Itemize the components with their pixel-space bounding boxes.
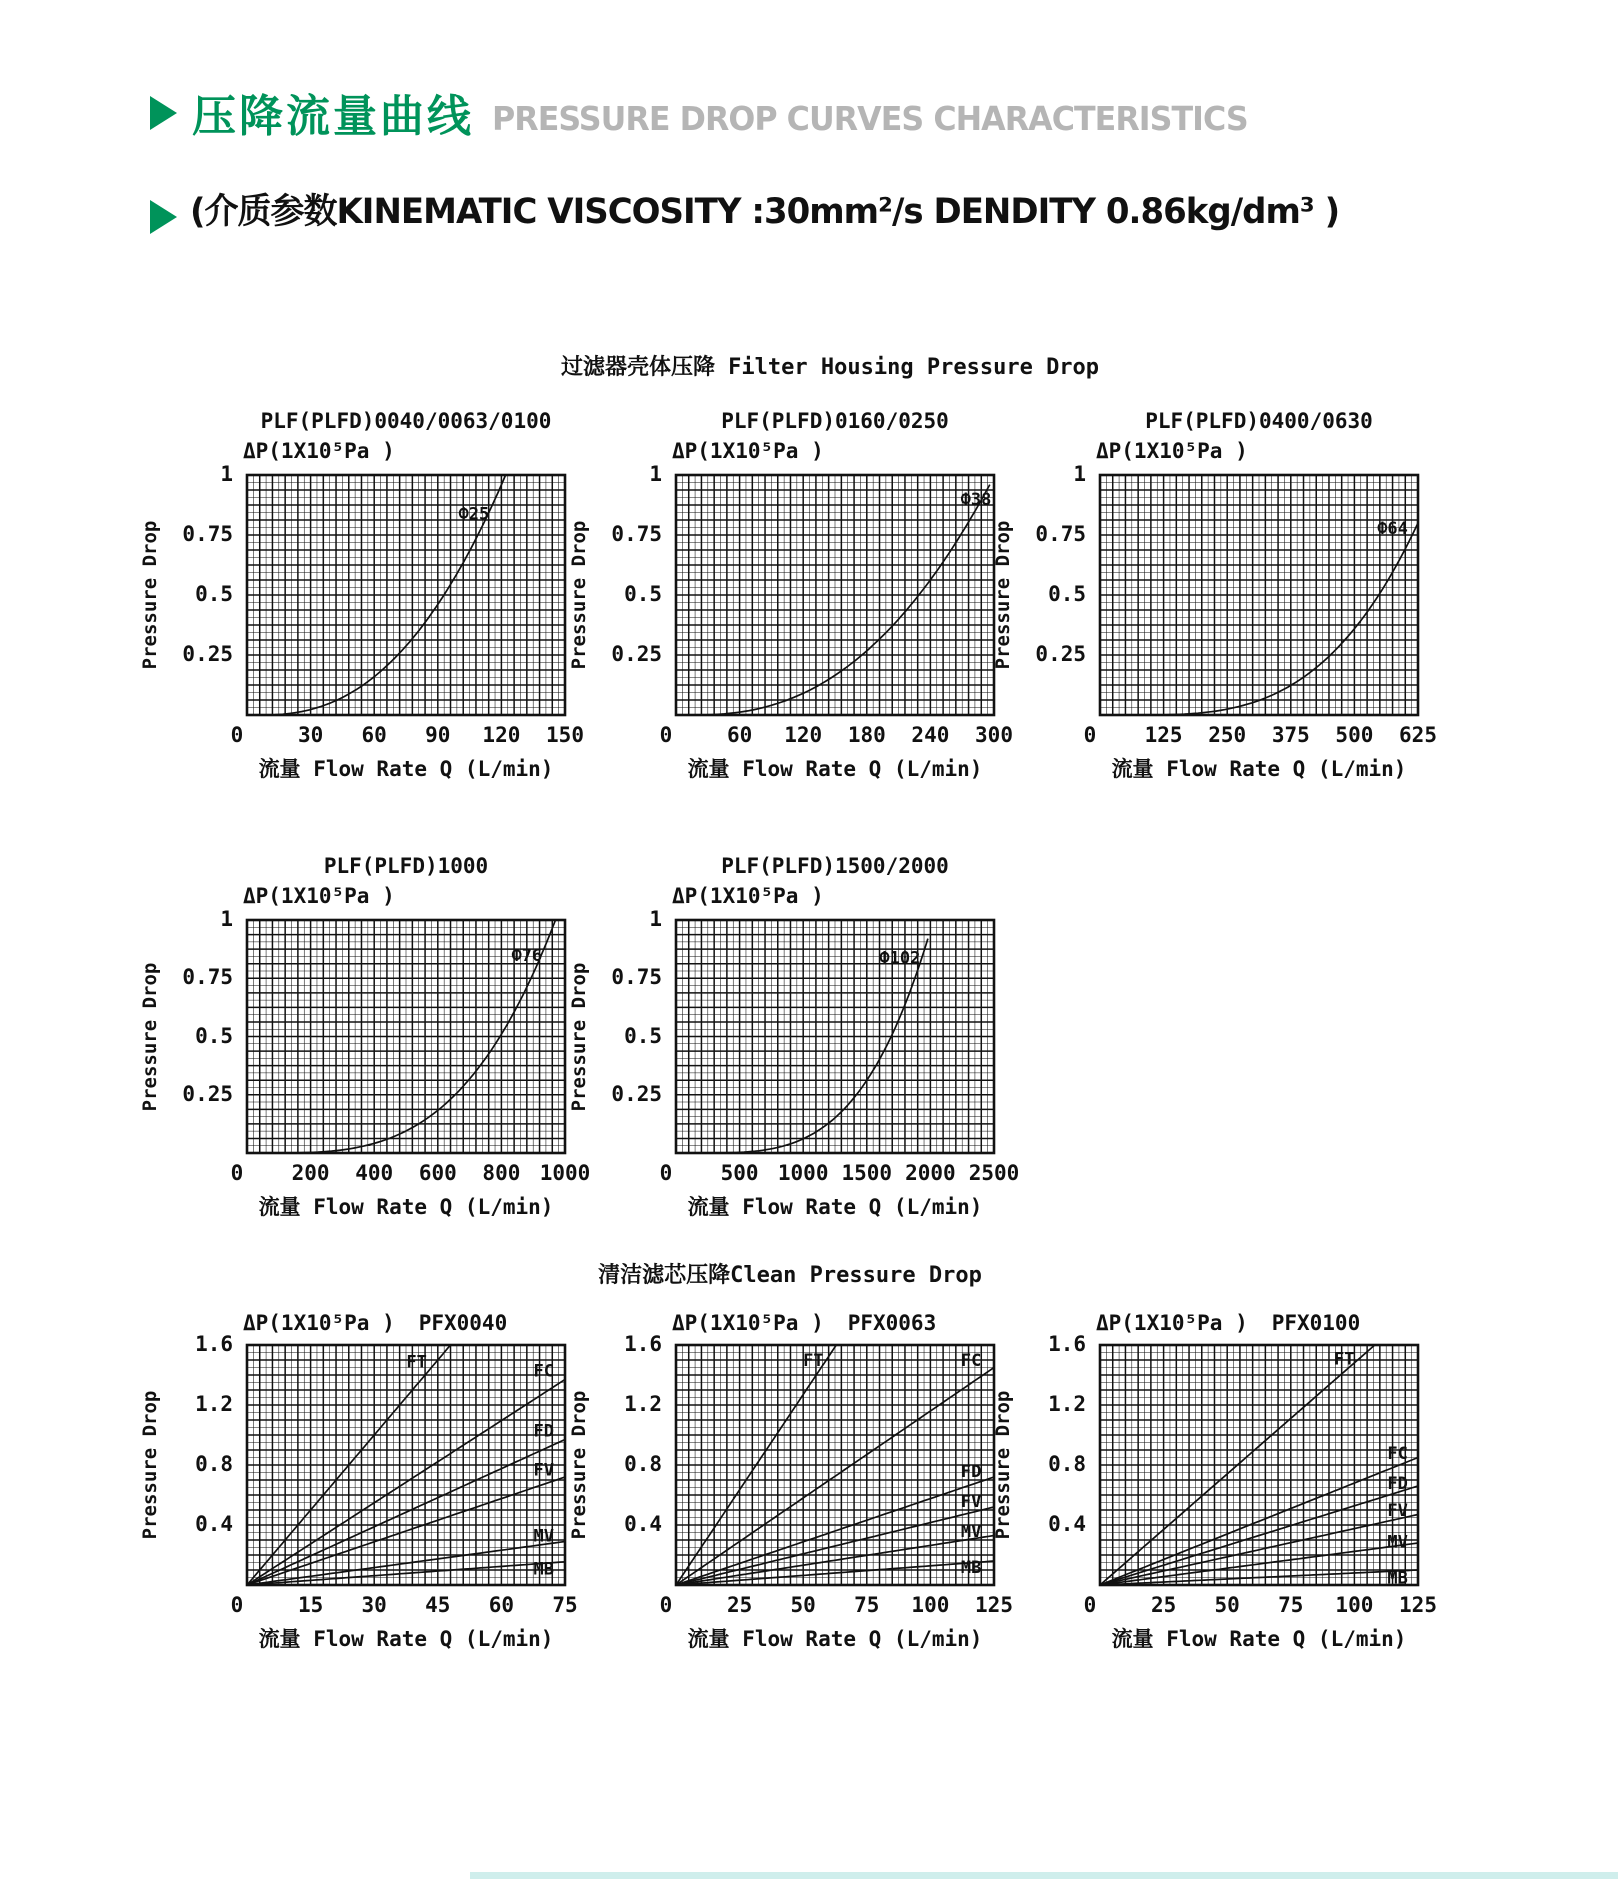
y-tick-label: 0.75: [611, 965, 662, 990]
x-tick-label: 60: [361, 723, 387, 747]
y-tick-label: 1.6: [624, 1332, 662, 1356]
y-axis-label: Pressure Drop: [139, 1390, 161, 1540]
x-tick-label: 240: [911, 723, 950, 747]
x-tick-label: 25: [726, 1593, 753, 1617]
x-tick-label: 45: [425, 1593, 451, 1617]
y-tick-label: 0.5: [195, 1023, 233, 1048]
chart-c5: [568, 854, 1020, 1219]
x-tick-label: 0: [1083, 1593, 1097, 1617]
y-tick-label: 1: [220, 907, 233, 931]
y-tick-label: 0.4: [195, 1512, 233, 1536]
y-axis-unit-label: ΔP(1X10⁵Pa ): [243, 439, 395, 463]
chart-title: PLF(PLFD)1500/2000: [721, 854, 949, 878]
y-tick-label: 1: [649, 907, 662, 931]
y-axis-label: Pressure Drop: [139, 520, 161, 670]
chart-canvas: [1100, 475, 1418, 715]
y-axis-label: Pressure Drop: [139, 962, 161, 1111]
y-tick-label: 0.8: [624, 1452, 662, 1476]
x-tick-label: 50: [1214, 1593, 1240, 1617]
series-label-FT: FT: [1333, 1349, 1355, 1370]
y-axis-label: Pressure Drop: [992, 520, 1014, 670]
y-tick-label: 0.5: [624, 582, 662, 606]
x-tick-label: 120: [482, 723, 521, 747]
x-tick-label: 0: [1083, 723, 1097, 747]
series-label-MV: MV: [1387, 1532, 1408, 1553]
y-tick-label: 0.75: [611, 522, 662, 546]
x-tick-label: 500: [1335, 723, 1374, 747]
y-tick-label: 0.75: [182, 965, 233, 990]
series-label-MB: MB: [960, 1558, 982, 1578]
x-axis-label: 流量 Flow Rate Q (L/min): [1111, 1627, 1407, 1651]
series-label-FT: FT: [803, 1351, 824, 1371]
chart-title: PLF(PLFD)0400/0630: [1145, 409, 1373, 433]
x-axis-label: 流量 Flow Rate Q (L/min): [258, 1195, 554, 1219]
chart-canvas: [247, 920, 565, 1153]
series-label-MB: MB: [1387, 1568, 1408, 1589]
series-label-Ф102: Ф102: [879, 948, 921, 969]
y-tick-label: 1: [649, 462, 662, 486]
x-tick-label: 125: [975, 1593, 1013, 1617]
chart-title: PLF(PLFD)0040/0063/0100: [260, 409, 552, 433]
x-tick-label: 100: [1335, 1593, 1374, 1617]
y-axis-label: Pressure Drop: [992, 1390, 1014, 1540]
x-tick-label: 625: [1399, 723, 1437, 747]
x-tick-label: 0: [230, 1161, 244, 1185]
y-axis-unit-label: ΔP(1X10⁵Pa ): [243, 884, 395, 908]
chart-c7: [568, 1311, 1013, 1651]
y-tick-label: 0.25: [182, 642, 233, 666]
chart-title: PLF(PLFD)0160/0250: [721, 409, 949, 433]
series-label-FD: FD: [960, 1462, 982, 1482]
series-label-MV: MV: [533, 1526, 555, 1547]
x-tick-label: 250: [1208, 723, 1247, 747]
series-label-Ф76: Ф76: [511, 945, 543, 966]
section-title-clean: 清洁滤芯压降Clean Pressure Drop: [598, 1263, 982, 1288]
x-tick-label: 600: [418, 1161, 457, 1185]
y-tick-label: 0.8: [195, 1452, 233, 1476]
chart-c4: [139, 854, 591, 1219]
x-axis-label: 流量 Flow Rate Q (L/min): [687, 757, 983, 781]
y-tick-label: 0.5: [1048, 582, 1086, 606]
series-label-Ф64: Ф64: [1377, 518, 1408, 539]
chart-title: PFX0063: [847, 1311, 937, 1335]
x-tick-label: 75: [854, 1593, 880, 1617]
x-tick-label: 1000: [777, 1161, 829, 1185]
x-tick-label: 25: [1150, 1593, 1177, 1617]
y-tick-label: 1.6: [1048, 1332, 1086, 1356]
x-tick-label: 800: [482, 1161, 521, 1185]
media-parameters-subtitle: (介质参数KINEMATIC VISCOSITY :30mm²/s DENDITY 0.86kg/dm³ ): [190, 192, 1340, 232]
x-tick-label: 150: [546, 723, 584, 747]
chart-title: PFX0040: [418, 1311, 508, 1335]
y-tick-label: 0.4: [624, 1512, 662, 1536]
x-tick-label: 0: [659, 1593, 673, 1617]
x-tick-label: 90: [425, 723, 451, 747]
y-axis-label: Pressure Drop: [568, 962, 590, 1111]
series-label-FC: FC: [960, 1351, 982, 1371]
x-tick-label: 0: [659, 723, 673, 747]
y-tick-label: 1.2: [1048, 1392, 1086, 1416]
y-tick-label: 0.75: [182, 522, 233, 546]
chart-c2: [568, 409, 1013, 781]
chart-canvas: [1100, 1345, 1418, 1589]
y-axis-label: Pressure Drop: [568, 1390, 590, 1540]
y-tick-label: 0.25: [611, 642, 662, 666]
chart-canvas: [676, 920, 994, 1153]
x-axis-label: 流量 Flow Rate Q (L/min): [687, 1195, 983, 1219]
y-tick-label: 1.2: [624, 1392, 662, 1416]
x-tick-label: 120: [784, 723, 823, 747]
x-tick-label: 1000: [539, 1161, 591, 1185]
green-arrow-icon: [150, 200, 177, 234]
x-tick-label: 200: [291, 1161, 330, 1185]
x-tick-label: 100: [911, 1593, 950, 1617]
y-tick-label: 1.6: [195, 1332, 233, 1356]
series-label-FC: FC: [1387, 1444, 1408, 1464]
y-axis-unit-label: ΔP(1X10⁵Pa ): [672, 884, 824, 908]
y-axis-unit-label: ΔP(1X10⁵Pa ): [1096, 439, 1248, 463]
x-tick-label: 15: [297, 1593, 324, 1617]
x-tick-label: 30: [297, 723, 324, 747]
series-label-FD: FD: [533, 1421, 555, 1442]
series-label-MB: MB: [533, 1559, 555, 1580]
series-label-Ф38: Ф38: [960, 490, 992, 510]
x-tick-label: 400: [355, 1161, 394, 1185]
chart-title: PLF(PLFD)1000: [323, 854, 489, 878]
chart-title: PFX0100: [1271, 1311, 1361, 1335]
x-tick-label: 180: [847, 723, 886, 747]
x-tick-label: 125: [1399, 1593, 1437, 1617]
y-tick-label: 0.5: [195, 582, 233, 606]
y-tick-label: 0.25: [1035, 642, 1086, 666]
y-axis-unit-label: ΔP(1X10⁵Pa ): [672, 439, 824, 463]
series-label-Ф25: Ф25: [458, 504, 490, 525]
section-title-housing: 过滤器壳体压降 Filter Housing Pressure Drop: [560, 355, 1100, 380]
series-label-FV: FV: [533, 1460, 555, 1481]
grid-lines: [676, 475, 994, 715]
x-tick-label: 0: [230, 723, 244, 747]
x-tick-label: 60: [488, 1593, 515, 1617]
y-axis-unit-label: ΔP(1X10⁵Pa ): [672, 1311, 824, 1335]
chart-canvas: [247, 475, 565, 715]
x-axis-label: 流量 Flow Rate Q (L/min): [258, 1627, 554, 1651]
x-tick-label: 2500: [968, 1161, 1020, 1185]
x-axis-label: 流量 Flow Rate Q (L/min): [258, 757, 554, 781]
y-tick-label: 1.2: [195, 1392, 233, 1416]
x-tick-label: 0: [659, 1161, 673, 1185]
x-axis-label: 流量 Flow Rate Q (L/min): [1111, 757, 1407, 781]
green-arrow-icon: [150, 96, 177, 130]
x-tick-label: 500: [720, 1161, 759, 1185]
series-label-FC: FC: [533, 1361, 555, 1382]
y-tick-label: 0.8: [1048, 1452, 1086, 1476]
chart-canvas: [247, 1345, 565, 1585]
x-tick-label: 60: [726, 723, 753, 747]
series-label-FT: FT: [406, 1352, 427, 1373]
series-label-FD: FD: [1387, 1474, 1408, 1494]
chart-c1: [139, 409, 584, 781]
y-axis-unit-label: ΔP(1X10⁵Pa ): [243, 1311, 395, 1335]
chart-c8: [992, 1311, 1437, 1651]
x-tick-label: 75: [1278, 1593, 1304, 1617]
chart-canvas: [676, 1345, 994, 1585]
grid-lines: [676, 1345, 994, 1585]
y-tick-label: 0.5: [624, 1023, 662, 1048]
page-title-chinese: 压降流量曲线: [192, 91, 474, 142]
series-label-FV: FV: [960, 1492, 982, 1512]
grid-lines: [247, 1345, 565, 1585]
chart-canvas: [676, 475, 994, 715]
x-tick-label: 375: [1271, 723, 1310, 747]
grid-lines: [247, 475, 565, 715]
y-tick-label: 0.25: [611, 1081, 662, 1106]
series-curve-Ф64: [1131, 523, 1419, 715]
y-tick-label: 1: [220, 462, 233, 486]
x-tick-label: 1500: [841, 1161, 893, 1185]
chart-c6: [139, 1311, 578, 1651]
x-tick-label: 75: [552, 1593, 578, 1617]
footer-accent-bar: [470, 1872, 1618, 1879]
x-tick-label: 300: [975, 723, 1013, 747]
y-tick-label: 0.25: [182, 1081, 233, 1106]
y-tick-label: 0.75: [1035, 522, 1086, 546]
series-label-MV: MV: [960, 1522, 982, 1542]
x-tick-label: 30: [361, 1593, 387, 1617]
y-tick-label: 1: [1073, 462, 1086, 486]
series-label-FV: FV: [1387, 1501, 1408, 1521]
x-axis-label: 流量 Flow Rate Q (L/min): [687, 1627, 983, 1651]
y-tick-label: 0.4: [1048, 1512, 1086, 1536]
x-tick-label: 50: [790, 1593, 816, 1617]
x-tick-label: 2000: [905, 1161, 956, 1185]
grid-lines: [1100, 475, 1418, 715]
x-tick-label: 0: [230, 1593, 244, 1617]
x-tick-label: 125: [1144, 723, 1183, 747]
y-axis-unit-label: ΔP(1X10⁵Pa ): [1096, 1311, 1248, 1335]
page-title-english: PRESSURE DROP CURVES CHARACTERISTICS: [492, 99, 1248, 138]
y-axis-label: Pressure Drop: [568, 520, 590, 670]
